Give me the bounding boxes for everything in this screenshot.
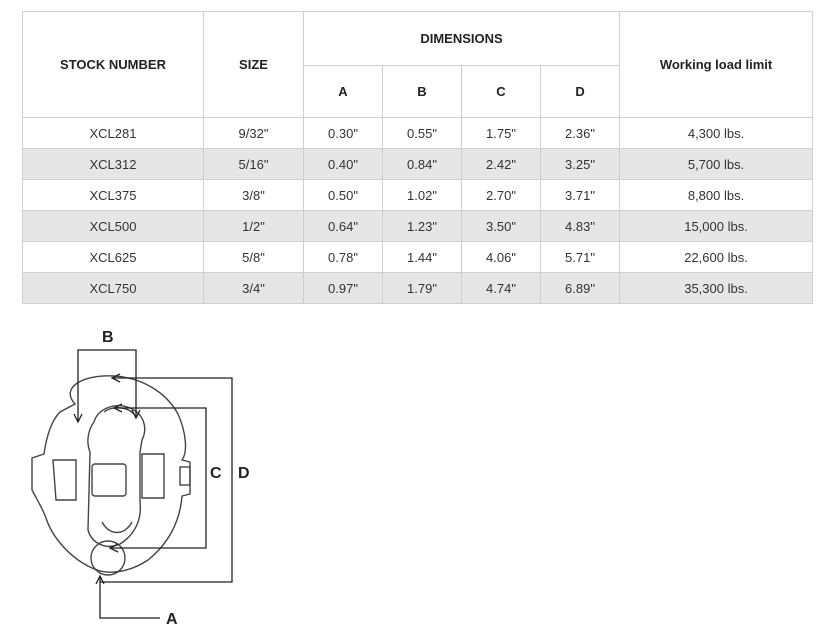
cell-a: 0.50" xyxy=(304,180,383,211)
dimension-b-line xyxy=(78,350,136,422)
cell-b: 1.02" xyxy=(383,180,462,211)
cell-c: 3.50" xyxy=(462,211,541,242)
cell-c: 2.42" xyxy=(462,149,541,180)
cell-a: 0.30" xyxy=(304,118,383,149)
cell-wll: 8,800 lbs. xyxy=(620,180,813,211)
cell-a: 0.40" xyxy=(304,149,383,180)
cell-b: 0.84" xyxy=(383,149,462,180)
cell-size: 3/4" xyxy=(204,273,304,304)
cell-size: 1/2" xyxy=(204,211,304,242)
cell-c: 4.74" xyxy=(462,273,541,304)
cell-b: 1.44" xyxy=(383,242,462,273)
cell-stock: XCL625 xyxy=(23,242,204,273)
cell-wll: 35,300 lbs. xyxy=(620,273,813,304)
specs-table xyxy=(22,11,813,304)
table-row xyxy=(23,211,813,242)
cell-a: 0.97" xyxy=(304,273,383,304)
label-a: A xyxy=(166,611,178,628)
label-b: B xyxy=(102,329,114,346)
cell-a: 0.64" xyxy=(304,211,383,242)
cell-d: 3.25" xyxy=(541,149,620,180)
specs-table-container xyxy=(22,11,812,306)
header-dim-c: C xyxy=(462,66,541,118)
table-row xyxy=(23,149,813,180)
cell-size: 3/8" xyxy=(204,180,304,211)
cell-b: 1.79" xyxy=(383,273,462,304)
header-stock-number: STOCK NUMBER xyxy=(23,12,204,118)
cell-b: 1.23" xyxy=(383,211,462,242)
cell-wll: 15,000 lbs. xyxy=(620,211,813,242)
table-row xyxy=(23,273,813,304)
cell-stock: XCL375 xyxy=(23,180,204,211)
header-dim-d: D xyxy=(541,66,620,118)
table-row xyxy=(23,180,813,211)
cell-b: 0.55" xyxy=(383,118,462,149)
header-dim-a: A xyxy=(304,66,383,118)
label-c: C xyxy=(210,465,222,482)
cell-stock: XCL312 xyxy=(23,149,204,180)
dimension-lines xyxy=(74,350,232,618)
cell-stock: XCL281 xyxy=(23,118,204,149)
cell-stock: XCL750 xyxy=(23,273,204,304)
header-dim-b: B xyxy=(383,66,462,118)
dimension-c-line xyxy=(110,408,206,548)
cell-wll: 5,700 lbs. xyxy=(620,149,813,180)
cell-size: 5/16" xyxy=(204,149,304,180)
cell-size: 9/32" xyxy=(204,118,304,149)
cell-wll: 22,600 lbs. xyxy=(620,242,813,273)
cell-c: 4.06" xyxy=(462,242,541,273)
coupling-link-outline xyxy=(32,376,190,575)
cell-stock: XCL500 xyxy=(23,211,204,242)
label-d: D xyxy=(238,465,250,482)
coupling-link-diagram xyxy=(20,322,280,632)
cell-size: 5/8" xyxy=(204,242,304,273)
cell-d: 2.36" xyxy=(541,118,620,149)
header-working-load-limit: Working load limit xyxy=(620,12,813,118)
cell-d: 3.71" xyxy=(541,180,620,211)
table-row xyxy=(23,242,813,273)
cell-d: 5.71" xyxy=(541,242,620,273)
cell-a: 0.78" xyxy=(304,242,383,273)
header-size: SIZE xyxy=(204,12,304,118)
cell-c: 1.75" xyxy=(462,118,541,149)
header-dimensions: DIMENSIONS xyxy=(304,12,620,66)
cell-d: 4.83" xyxy=(541,211,620,242)
cell-wll: 4,300 lbs. xyxy=(620,118,813,149)
coupling-link-drawing xyxy=(20,322,280,632)
cell-d: 6.89" xyxy=(541,273,620,304)
cell-c: 2.70" xyxy=(462,180,541,211)
table-row xyxy=(23,118,813,149)
